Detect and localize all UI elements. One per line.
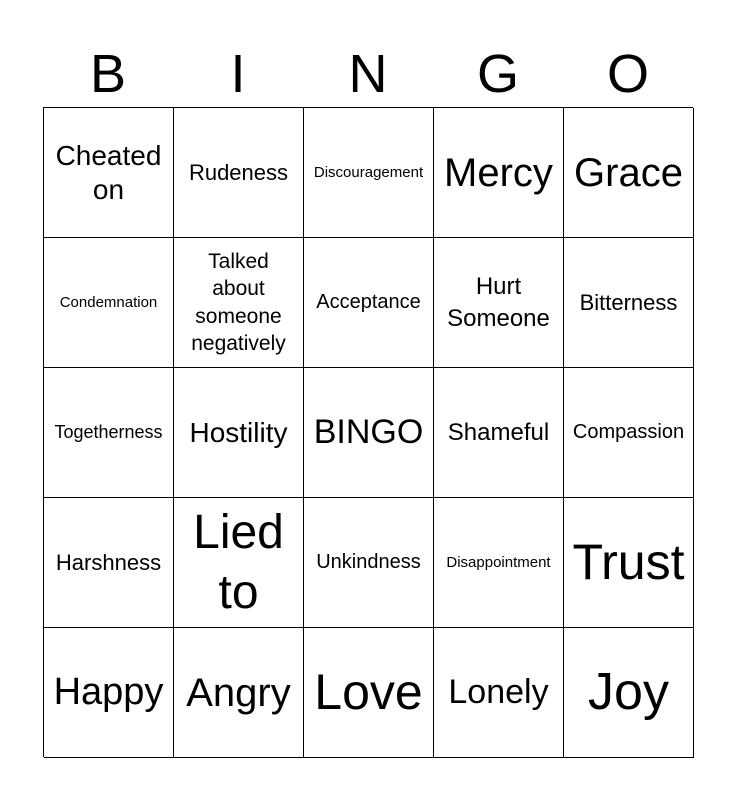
bingo-cell-r5-c2[interactable] <box>174 628 304 758</box>
cell-label: BINGO <box>313 412 424 451</box>
cell-label: Mercy <box>444 150 553 195</box>
bingo-cell-r3-c3[interactable] <box>304 368 434 498</box>
cell-label: Talked about someone negatively <box>191 249 286 355</box>
bingo-cell-r5-c3[interactable] <box>304 628 434 758</box>
bingo-cell-r3-c1[interactable] <box>44 368 174 498</box>
cell-label: Hostility <box>189 416 288 448</box>
bingo-cell-r1-c5[interactable] <box>564 108 694 238</box>
bingo-cell-r1-c1[interactable] <box>44 108 174 238</box>
bingo-cell-r1-c3[interactable] <box>304 108 434 238</box>
cell-label: Hurt Someone <box>447 273 550 332</box>
cell-label: Trust <box>572 534 685 590</box>
header-letter-n: N <box>348 44 388 104</box>
bingo-cell-r5-c4[interactable] <box>434 628 564 758</box>
cell-label: Compassion <box>572 421 685 443</box>
bingo-cell-r5-c5[interactable] <box>564 628 694 758</box>
bingo-cell-r1-c2[interactable] <box>174 108 304 238</box>
bingo-cell-r4-c2[interactable] <box>174 498 304 628</box>
cell-label: Bitterness <box>579 289 678 315</box>
bingo-cell-r2-c4[interactable] <box>434 238 564 368</box>
bingo-cell-r2-c1[interactable] <box>44 238 174 368</box>
cell-label: Lonely <box>448 672 549 711</box>
cell-label: Joy <box>588 662 669 721</box>
cell-label: Lied to <box>193 505 284 619</box>
bingo-cell-r1-c4[interactable] <box>434 108 564 238</box>
bingo-header <box>43 40 693 108</box>
bingo-cell-r4-c4[interactable] <box>434 498 564 628</box>
bingo-board <box>43 107 693 757</box>
cell-label: Shameful <box>447 418 550 446</box>
bingo-cell-r2-c3[interactable] <box>304 238 434 368</box>
bingo-cell-r4-c5[interactable] <box>564 498 694 628</box>
cell-label: Grace <box>574 150 683 195</box>
cell-label: Rudeness <box>188 159 289 185</box>
cell-label: Condemnation <box>59 293 158 311</box>
cell-label: Love <box>314 664 423 720</box>
cell-label: Harshness <box>55 549 162 575</box>
cell-label: Discouragement <box>313 163 424 181</box>
header-letter-o: O <box>606 44 649 104</box>
cell-label: Togetherness <box>54 422 163 443</box>
bingo-cell-r2-c2[interactable] <box>174 238 304 368</box>
bingo-cell-r2-c5[interactable] <box>564 238 694 368</box>
bingo-cell-r3-c2[interactable] <box>174 368 304 498</box>
bingo-cell-r5-c1[interactable] <box>44 628 174 758</box>
cell-label: Happy <box>53 670 164 713</box>
cell-label: Angry <box>186 670 291 715</box>
bingo-cell-r3-c5[interactable] <box>564 368 694 498</box>
bingo-cell-r3-c4[interactable] <box>434 368 564 498</box>
header-letter-b: B <box>89 44 127 104</box>
bingo-cell-r4-c1[interactable] <box>44 498 174 628</box>
cell-label: Unkindness <box>316 551 421 573</box>
cell-label: Cheated on <box>55 139 162 205</box>
bingo-cell-r4-c3[interactable] <box>304 498 434 628</box>
header-letter-g: G <box>476 44 519 104</box>
header-letter-i: I <box>230 44 246 104</box>
cell-label: Disappointment <box>446 553 551 571</box>
cell-label: Acceptance <box>316 291 421 313</box>
